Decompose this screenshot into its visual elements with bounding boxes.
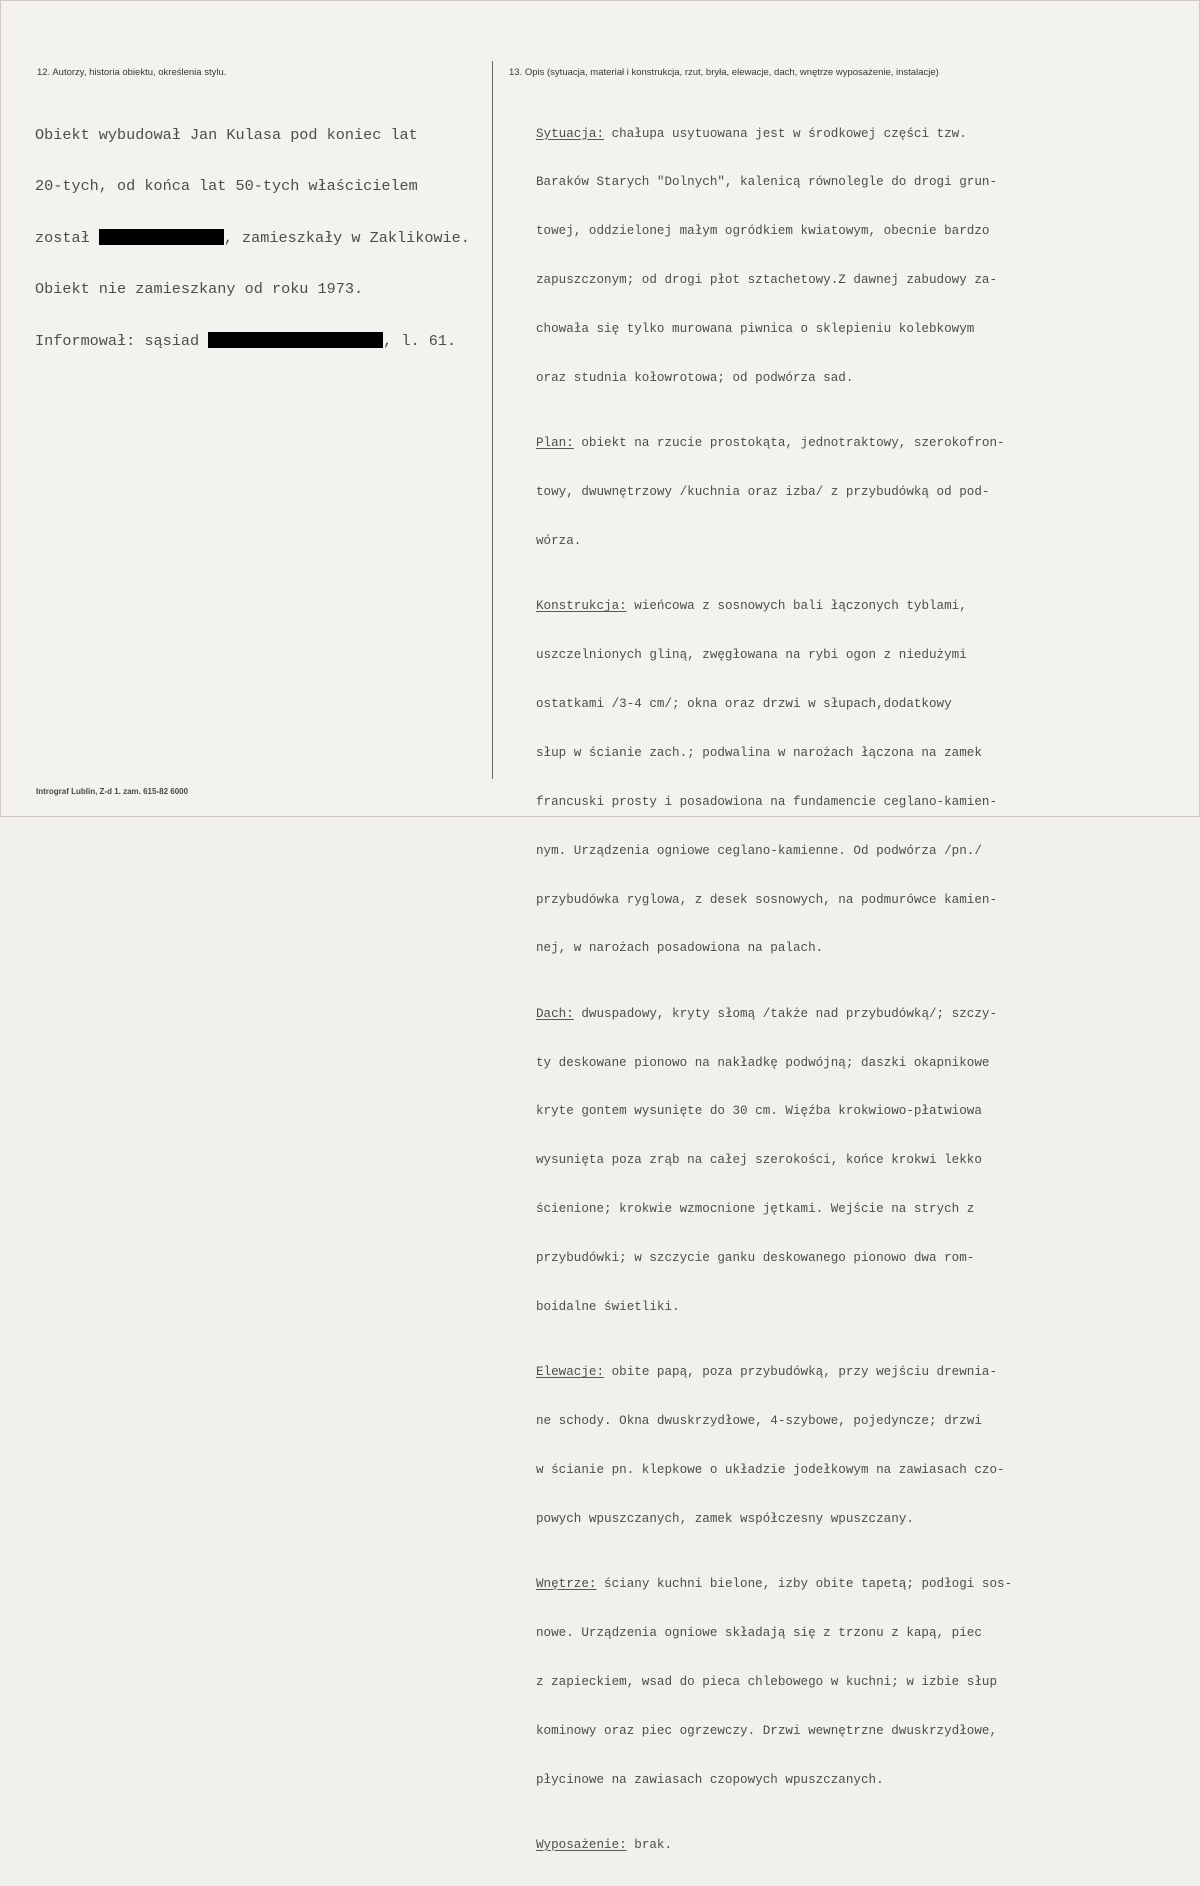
history-fragment: , l. 61. xyxy=(383,332,457,350)
history-fragment: został xyxy=(35,229,99,247)
description-line: powych wpuszczanych, zamek współczesny wpuszczany. xyxy=(536,1511,914,1526)
description-line: Konstrukcja: wieńcowa z sosnowych bali łączonych tyblami, xyxy=(536,599,967,614)
description-line: towy, dwuwnętrzowy /kuchnia oraz izba/ z przybudówką od pod- xyxy=(536,485,990,500)
history-line: Obiekt nie zamieszkany od roku 1973. xyxy=(35,280,364,298)
description-line: w ścianie pn. klepkowe o układzie jodełkowym na zawiasach czo- xyxy=(536,1462,1005,1477)
description-line: wysunięta poza zrąb na całej szerokości, końce krokwi lekko xyxy=(536,1153,982,1168)
section-label-elewacje: Elewacje: xyxy=(536,1365,605,1380)
history-line xyxy=(35,229,470,247)
history-line xyxy=(35,332,470,350)
description-line: przybudówka ryglowa, z desek sosnowych, na podmurówce kamien- xyxy=(536,892,998,907)
description-line: przybudówki; w szczycie ganku deskowanego pionowo dwa rom- xyxy=(536,1251,975,1266)
description-line: uszczelnionych gliną, zwęgłowana na rybi ogon z niedużymi xyxy=(536,648,967,663)
description-line: boidalne świetliki. xyxy=(536,1299,680,1314)
printer-imprint: Intrograf Lublin, Z-d 1. zam. 615-82 6000 xyxy=(36,787,189,796)
description-line: Wnętrze: ściany kuchni bielone, izby obite tapetą; podłogi sos- xyxy=(536,1577,1013,1592)
description-line: wórza. xyxy=(536,534,582,549)
description-line: ty deskowane pionowo na nakładkę podwójną; daszki okapnikowe xyxy=(536,1055,990,1070)
section-label-konstrukcja: Konstrukcja: xyxy=(536,599,627,614)
history-line: 20-tych, od końca lat 50-tych właścicielem xyxy=(35,177,418,195)
description-line: płycinowe na zawiasach czopowych wpuszczanych. xyxy=(536,1772,884,1787)
description-line: towej, oddzielonej małym ogródkiem kwiatowym, obecnie bardzo xyxy=(536,224,990,239)
history-line: Obiekt wybudował Jan Kulasa pod koniec lat xyxy=(35,126,418,144)
description-line: nym. Urządzenia ogniowe ceglano-kamienne. Od podwórza /pn./ xyxy=(536,843,982,858)
section-12-heading: 12. Autorzy, historia obiektu, określenia stylu. xyxy=(37,67,227,78)
description-line: Elewacje: obite papą, poza przybudówką, przy wejściu drewnia- xyxy=(536,1365,998,1380)
description-line: francuski prosty i posadowiona na fundamencie ceglano-kamien- xyxy=(536,794,998,809)
description-line: nowe. Urządzenia ogniowe składają się z trzonu z kapą, piec xyxy=(536,1625,982,1640)
section-label-wnetrze: Wnętrze: xyxy=(536,1577,597,1592)
history-fragment: , zamieszkały w Zaklikowie. xyxy=(223,229,470,247)
redaction-bar-informant xyxy=(208,332,383,348)
column-divider xyxy=(492,61,493,779)
description-line: ścienione; krokwie wzmocnione jętkami. Wejście na strych z xyxy=(536,1202,975,1217)
section-label-dach: Dach: xyxy=(536,1006,574,1021)
section-label-plan: Plan: xyxy=(536,436,574,451)
description-line: nej, w narożach posadowiona na palach. xyxy=(536,941,824,956)
history-fragment: Informował: sąsiad xyxy=(35,332,209,350)
section-label-wyposazenie: Wyposażenie: xyxy=(536,1837,627,1852)
history-text xyxy=(35,93,470,384)
description-line: oraz studnia kołowrotowa; od podwórza sad. xyxy=(536,371,854,386)
description-line: z zapieckiem, wsad do pieca chlebowego w kuchni; w izbie słup xyxy=(536,1674,998,1689)
description-line: Dach: dwuspadowy, kryty słomą /także nad przybudówką/; szczy- xyxy=(536,1006,998,1021)
description-line: Wyposażenie: brak. xyxy=(536,1837,673,1852)
description-line: słup w ścianie zach.; podwalina w narożach łączona na zamek xyxy=(536,745,982,760)
description-line: zapuszczonym; od drogi płot sztachetowy.Z dawnej zabudowy za- xyxy=(536,273,998,288)
description-text xyxy=(536,93,1012,1886)
description-line: chowała się tylko murowana piwnica o sklepieniu kolebkowym xyxy=(536,322,975,337)
section-label-sytuacja: Sytuacja: xyxy=(536,126,605,141)
description-line: ne schody. Okna dwuskrzydłowe, 4-szybowe, pojedyncze; drzwi xyxy=(536,1414,982,1429)
description-line: Sytuacja: chałupa usytuowana jest w środkowej części tzw. xyxy=(536,126,967,141)
description-line: ostatkami /3-4 cm/; okna oraz drzwi w słupach,dodatkowy xyxy=(536,696,952,711)
description-line: Baraków Starych "Dolnych", kalenicą równolegle do drogi grun- xyxy=(536,175,998,190)
redaction-bar-owner xyxy=(99,229,224,245)
description-line: kryte gontem wysunięte do 30 cm. Więźba krokwiowo-płatwiowa xyxy=(536,1104,982,1119)
description-line: kominowy oraz piec ogrzewczy. Drzwi wewnętrzne dwuskrzydłowe, xyxy=(536,1723,998,1738)
section-13-heading: 13. Opis (sytuacja, materiał i konstrukcja, rzut, bryła, elewacje, dach, wnętrze wyposażenie, instalacje) xyxy=(509,67,939,78)
description-line: Plan: obiekt na rzucie prostokąta, jednotraktowy, szerokofron- xyxy=(536,436,1005,451)
